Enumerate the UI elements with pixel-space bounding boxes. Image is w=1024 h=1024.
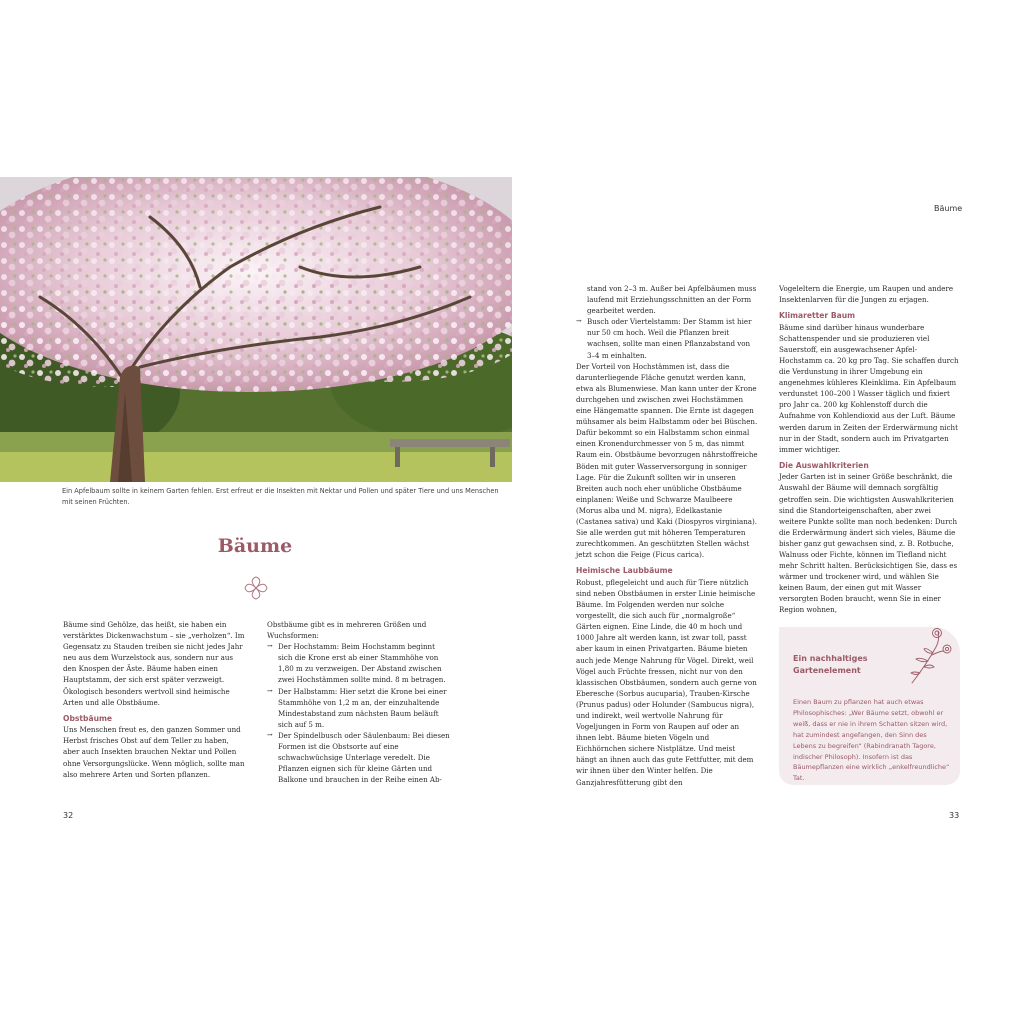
ornament-icon (244, 576, 268, 600)
text-column-4 (779, 283, 960, 616)
klimaretter-paragraph: Bäume sind darüber hinaus wunderbare Schattenspender und sie produzieren viel Sauerstoff, ein ausgewachsener Apfel-Hochstamm ca. 20 kg pro Tag. Sie schaffen durch die Verdunstung in ihrer Umgebung ein angenehmes kühleres Kleinklima. Ein Apfelbaum verdunstet 100–200 l Wasser täglich und fixiert pro Jahr ca. 200 kg Kohlenstoff durch die Aufnahme von Kohlendioxid aus der Luft. Bäume werden darum in Zeiten der Erderwärmung nicht nur in der Stadt, sondern auch im Privatgarten immer wichtiger. (779, 322, 959, 454)
list-item: → Der Hochstamm: Beim Hochstamm beginnt sich die Krone erst ab einer Stammhöhe von 1,80 m zu verzweigen. Der Abstand zwischen zwei Hochstämmen sollte mind. 8 m betragen. (267, 641, 450, 685)
intro-paragraph: Bäume sind Gehölze, das heißt, sie haben ein verstärktes Dickenwachstum – sie „verholzen“. Im Gegensatz zu Stauden treiben sie nicht jedes Jahr neu aus dem Wurzelstock aus, sondern nur aus den Knospen der Äste. Bäume haben einen Hauptstamm, der sich erst später verzweigt. Ökologisch besonders wertvoll sind heimische Arten und alle Obstbäume. (63, 620, 245, 707)
text-column-3 (576, 283, 758, 788)
apple-tree-photo (0, 177, 512, 482)
info-box-title: Ein nachhaltiges Gartenelement (793, 654, 868, 675)
section-heading-auswahlkriterien: Die Auswahlkriterien (779, 460, 869, 470)
info-box-text: Einen Baum zu pflanzen hat auch etwas Philosophisches: „Wer Bäume setzt, obwohl er weiß, dass er nie in ihrem Schatten sitzen wird, hat zumindest angefangen, den Sinn des Lebens zu begreifen“ (Rabindranath Tagore, indischer Philosoph). Insofern ist das Bäumepflanzen eine wirklich „enkelfreundliche“ Tat. (793, 698, 950, 783)
auswahlkriterien-paragraph: Jeder Garten ist in seiner Größe beschränkt, die Auswahl der Bäume will demnach sorgfältig getroffen sein. Die wichtigsten Auswahlkriterien sind die Standorteigenschaften, aber zwei weitere Punkte sollte man noch bedenken: Durch die Erderwärmung ändert sich vieles, Bäume die bisher ganz gut gewachsen sind, z. B. Rotbuche, Walnuss oder Fichte, können im Tiefland nicht mehr Schritt halten. Berücksichtigen Sie, dass es wärmer und trockener wird, und wählen Sie keinen Baum, der einen gut mit Wasser versorgten Boden braucht, wenn Sie in einer Region wohnen, (779, 472, 958, 615)
growth-forms-intro: Obstbäume gibt es in mehreren Größen und Wuchsformen: (267, 620, 427, 641)
text-column-2 (267, 619, 450, 785)
continued-paragraph: Vogeleltern die Energie, um Raupen und andere Insektenlarven für die Jungen zu erjagen. (779, 284, 954, 305)
photo-caption: Ein Apfelbaum sollte in keinem Garten fehlen. Erst erfreut er die Insekten mit Nektar und Pollen und später Tiere und uns Menschen mit seinen Früchten. (62, 487, 499, 506)
page-number-right: 33 (949, 811, 960, 820)
continued-list-text: stand von 2–3 m. Außer bei Apfelbäumen muss laufend mit Erziehungsschnitten an der Form gearbeitet werden. (587, 284, 757, 316)
hochstamm-paragraph: Der Vorteil von Hochstämmen ist, dass die darunterliegende Fläche genutzt werden kann, etwa als Blumenwiese. Man kann unter der Krone durchgehen und zwischen zwei Hochstämmen eine Hängematte spannen. Die Ernte ist dagegen mühsamer als beim Halbstamm oder bei Büschen. Dafür bekommt so ein Halbstamm schon einmal einen Kronendurchmesser von 5 m, das nimmt Raum ein. Obstbäume bevorzugen nährstoffreiche Böden mit guter Wasserversorgung in sonniger Lage. Für die Zukunft sollten wir in unseren Breiten auch noch eher unübliche Obstbäume einplanen: Weiße und Schwarze Maulbeere (Morus alba und M. nigra), Edelkastanie (Castanea sativa) und Kaki (Diospyros virginiana). Sie alle werden gut mit höheren Temperaturen zurechtkommen. An geschützten Stellen wächst jetzt schon die Feige (Ficus carica). (576, 361, 758, 560)
section-heading-obstbaeume: Obstbäume (63, 713, 113, 723)
section-heading-klimaretter: Klimaretter Baum (779, 311, 856, 321)
obstbaeume-paragraph: Uns Menschen freut es, den ganzen Sommer und Herbst frisches Obst auf dem Teller zu haben, aber auch Insekten brauchen Nektar und Pollen ohne Versorgungslücke. Wenn möglich, sollte man also mehrere Arten und Sorten pflanzen. (63, 725, 245, 779)
chapter-title: Bäume (217, 535, 293, 557)
section-heading-laubbaeume: Heimische Laubbäume (576, 566, 673, 576)
laubbaeume-paragraph: Robust, pflegeleicht und auch für Tiere nützlich sind neben Obstbäumen in erster Linie heimische Bäume. Im Folgenden werden nur solche vorgestellt, die sich auch für „normalgroße“ Gärten eignen. Eine Linde, die 40 m hoch und 1000 Jahre alt werden kann, ist zwar toll, passt aber kaum in einen Privatgarten. Bäume bieten auch jede Menge Nahrung für Vögel. Direkt, weil Vögel auch Früchte fressen, nicht nur von den klassischen Obstbäumen, sondern auch gerne von Eberesche (Sorbus aucuparia), Trauben-Kirsche (Prunus padus) oder Holunder (Sambucus nigra), und indirekt, weil wertvolle Nahrung für Vogeljungen in Form von Raupen auf oder an ihnen lebt. Bäume bieten Vögeln und Eichhörnchen sichere Nistplätze. Und meist hängt an ihnen auch das gute Fettfutter, mit dem wir ihnen über den Winter helfen. Die Ganzjahresfütterung gibt den (576, 577, 757, 787)
running-head: Bäume (934, 204, 963, 213)
page-number-left: 32 (63, 811, 74, 820)
list-item: → Der Halbstamm: Hier setzt die Krone bei einer Stammhöhe von 1,2 m an, der einzuhaltende Mindestabstand zum nächsten Baum beläuft sich auf 5 m. (267, 686, 450, 730)
list-item: → Busch oder Viertelstamm: Der Stamm ist hier nur 50 cm hoch. Weil die Pflanzen breit wachsen, sollte man einen Pflanzabstand von 3–4 m einhalten. (576, 316, 758, 360)
flower-branch-icon (906, 625, 958, 687)
list-item: → Der Spindelbusch oder Säulenbaum: Bei diesen Formen ist die Obstsorte auf eine schwachwüchsige Unterlage veredelt. Die Pflanzen eignen sich für kleine Gärten und Balkone und brauchen in der Reihe einen Ab- (267, 730, 450, 785)
text-column-1 (63, 619, 246, 780)
